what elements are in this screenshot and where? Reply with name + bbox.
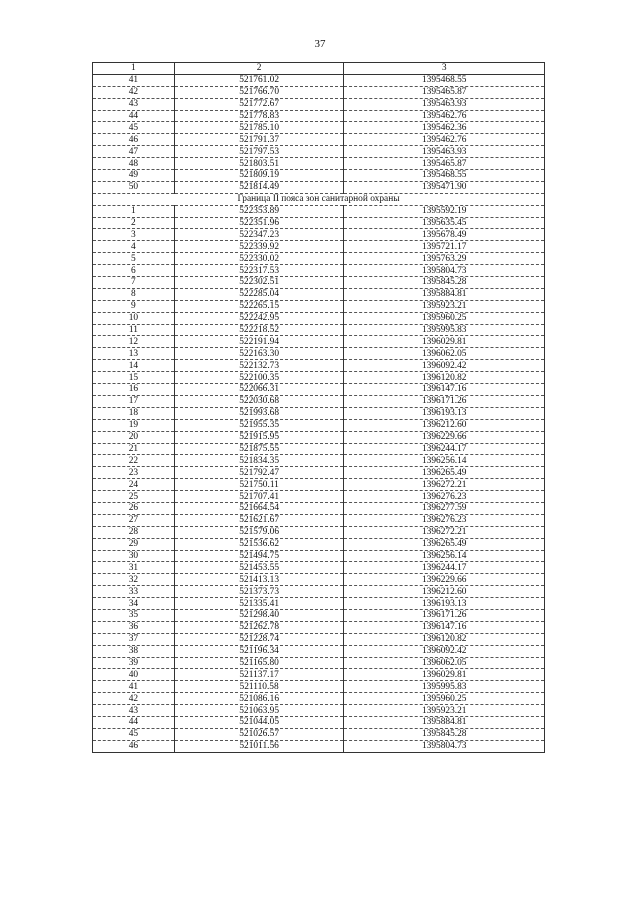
x-coordinate-cell: 521262.78 bbox=[174, 621, 344, 633]
x-coordinate-cell: 521110.58 bbox=[174, 681, 344, 693]
table-row bbox=[93, 705, 545, 717]
point-number-cell: 12 bbox=[93, 336, 175, 348]
y-coordinate-cell: 1395592.19 bbox=[344, 205, 545, 217]
x-coordinate-cell: 521536.62 bbox=[174, 538, 344, 550]
y-coordinate-cell: 1396212.60 bbox=[344, 586, 545, 598]
table-row bbox=[93, 265, 545, 277]
point-number-cell: 29 bbox=[93, 538, 175, 550]
x-coordinate-cell: 521809.19 bbox=[174, 170, 344, 182]
point-number-cell: 6 bbox=[93, 265, 175, 277]
y-coordinate-cell: 1395804.73 bbox=[344, 265, 545, 277]
y-coordinate-cell: 1396229.66 bbox=[344, 574, 545, 586]
coordinates-table bbox=[92, 62, 545, 753]
x-coordinate-cell: 521792.47 bbox=[174, 467, 344, 479]
table-row bbox=[93, 681, 545, 693]
table-row bbox=[93, 110, 545, 122]
x-coordinate-cell: 522100.35 bbox=[174, 372, 344, 384]
x-coordinate-cell: 521453.55 bbox=[174, 562, 344, 574]
table-row bbox=[93, 277, 545, 289]
table-row bbox=[93, 253, 545, 265]
point-number-cell: 26 bbox=[93, 502, 175, 514]
point-number-cell: 43 bbox=[93, 705, 175, 717]
table-row bbox=[93, 598, 545, 610]
x-coordinate-cell: 522218.52 bbox=[174, 324, 344, 336]
x-coordinate-cell: 521834.35 bbox=[174, 455, 344, 467]
y-coordinate-cell: 1395995.83 bbox=[344, 681, 545, 693]
x-coordinate-cell: 522066.31 bbox=[174, 384, 344, 396]
point-number-cell: 31 bbox=[93, 562, 175, 574]
x-coordinate-cell: 522339.92 bbox=[174, 241, 344, 253]
section-title-row bbox=[93, 193, 545, 205]
point-number-cell: 14 bbox=[93, 360, 175, 372]
point-number-cell: 7 bbox=[93, 277, 175, 289]
y-coordinate-cell: 1395678.49 bbox=[344, 229, 545, 241]
page-number: 37 bbox=[314, 38, 326, 50]
point-number-cell: 46 bbox=[93, 740, 175, 752]
section-title: Граница II пояса зон санитарной охраны bbox=[93, 193, 545, 205]
y-coordinate-cell: 1396171.26 bbox=[344, 609, 545, 621]
table-row bbox=[93, 205, 545, 217]
y-coordinate-cell: 1395960.25 bbox=[344, 693, 545, 705]
point-number-cell: 24 bbox=[93, 479, 175, 491]
point-number-cell: 1 bbox=[93, 205, 175, 217]
x-coordinate-cell: 521915.95 bbox=[174, 431, 344, 443]
y-coordinate-cell: 1396193.13 bbox=[344, 407, 545, 419]
table-row bbox=[93, 372, 545, 384]
table-row bbox=[93, 122, 545, 134]
y-coordinate-cell: 1396229.66 bbox=[344, 431, 545, 443]
table-row bbox=[93, 479, 545, 491]
table-row bbox=[93, 395, 545, 407]
point-number-cell: 15 bbox=[93, 372, 175, 384]
table-row bbox=[93, 562, 545, 574]
table-row bbox=[93, 158, 545, 170]
y-coordinate-cell: 1395471.90 bbox=[344, 181, 545, 193]
table-row bbox=[93, 443, 545, 455]
y-coordinate-cell: 1396092.42 bbox=[344, 360, 545, 372]
table-row bbox=[93, 384, 545, 396]
point-number-cell: 40 bbox=[93, 669, 175, 681]
y-coordinate-cell: 1395721.17 bbox=[344, 241, 545, 253]
y-coordinate-cell: 1396062.05 bbox=[344, 657, 545, 669]
point-number-cell: 45 bbox=[93, 122, 175, 134]
table-row bbox=[93, 74, 545, 86]
x-coordinate-cell: 521778.83 bbox=[174, 110, 344, 122]
y-coordinate-cell: 1395462.76 bbox=[344, 110, 545, 122]
x-coordinate-cell: 522163.30 bbox=[174, 348, 344, 360]
x-coordinate-cell: 521993.68 bbox=[174, 407, 344, 419]
table-row bbox=[93, 229, 545, 241]
x-coordinate-cell: 522285.04 bbox=[174, 288, 344, 300]
table-row bbox=[93, 716, 545, 728]
point-number-cell: 48 bbox=[93, 158, 175, 170]
point-number-cell: 18 bbox=[93, 407, 175, 419]
table-row bbox=[93, 657, 545, 669]
table-row bbox=[93, 360, 545, 372]
y-coordinate-cell: 1395465.87 bbox=[344, 158, 545, 170]
table-row bbox=[93, 336, 545, 348]
table-row bbox=[93, 645, 545, 657]
x-coordinate-cell: 521298.40 bbox=[174, 609, 344, 621]
table-row bbox=[93, 621, 545, 633]
y-coordinate-cell: 1396277.59 bbox=[344, 502, 545, 514]
x-coordinate-cell: 522302.51 bbox=[174, 277, 344, 289]
y-coordinate-cell: 1396029.81 bbox=[344, 336, 545, 348]
point-number-cell: 39 bbox=[93, 657, 175, 669]
table-row bbox=[93, 526, 545, 538]
x-coordinate-cell: 521761.02 bbox=[174, 74, 344, 86]
x-coordinate-cell: 522191.94 bbox=[174, 336, 344, 348]
point-number-cell: 36 bbox=[93, 621, 175, 633]
point-number-cell: 42 bbox=[93, 693, 175, 705]
point-number-cell: 34 bbox=[93, 598, 175, 610]
table-row bbox=[93, 170, 545, 182]
point-number-cell: 21 bbox=[93, 443, 175, 455]
y-coordinate-cell: 1395463.93 bbox=[344, 98, 545, 110]
x-coordinate-cell: 521413.13 bbox=[174, 574, 344, 586]
point-number-cell: 1 bbox=[93, 63, 175, 75]
x-coordinate-cell: 521766.70 bbox=[174, 86, 344, 98]
x-coordinate-cell: 521373.73 bbox=[174, 586, 344, 598]
x-coordinate-cell: 521063.95 bbox=[174, 705, 344, 717]
y-coordinate-cell: 1395884.81 bbox=[344, 716, 545, 728]
x-coordinate-cell: 521044.05 bbox=[174, 716, 344, 728]
table-row bbox=[93, 467, 545, 479]
y-coordinate-cell: 1396256.14 bbox=[344, 550, 545, 562]
table-row bbox=[93, 586, 545, 598]
point-number-cell: 11 bbox=[93, 324, 175, 336]
x-coordinate-cell: 521664.54 bbox=[174, 502, 344, 514]
table-row bbox=[93, 217, 545, 229]
y-coordinate-cell: 1396212.60 bbox=[344, 419, 545, 431]
x-coordinate-cell: 521785.10 bbox=[174, 122, 344, 134]
x-coordinate-cell: 522030.68 bbox=[174, 395, 344, 407]
table-row bbox=[93, 407, 545, 419]
table-row bbox=[93, 574, 545, 586]
y-coordinate-cell: 1395468.55 bbox=[344, 170, 545, 182]
point-number-cell: 17 bbox=[93, 395, 175, 407]
x-coordinate-cell: 521011.56 bbox=[174, 740, 344, 752]
x-coordinate-cell: 521791.37 bbox=[174, 134, 344, 146]
table-row bbox=[93, 86, 545, 98]
table-row bbox=[93, 550, 545, 562]
point-number-cell: 5 bbox=[93, 253, 175, 265]
y-coordinate-cell: 1395462.76 bbox=[344, 134, 545, 146]
y-coordinate-cell: 1396256.14 bbox=[344, 455, 545, 467]
x-coordinate-cell: 521335.41 bbox=[174, 598, 344, 610]
table-row bbox=[93, 431, 545, 443]
x-coordinate-cell: 521196.34 bbox=[174, 645, 344, 657]
table-row bbox=[93, 146, 545, 158]
table-row bbox=[93, 728, 545, 740]
x-coordinate-cell: 521228.74 bbox=[174, 633, 344, 645]
x-coordinate-cell: 521494.75 bbox=[174, 550, 344, 562]
point-number-cell: 33 bbox=[93, 586, 175, 598]
x-coordinate-cell: 521955.35 bbox=[174, 419, 344, 431]
y-coordinate-cell: 1396147.16 bbox=[344, 621, 545, 633]
y-coordinate-cell: 1396244.17 bbox=[344, 562, 545, 574]
x-coordinate-cell: 522353.89 bbox=[174, 205, 344, 217]
y-coordinate-cell: 1395960.25 bbox=[344, 312, 545, 324]
table-row bbox=[93, 538, 545, 550]
x-coordinate-cell: 521026.57 bbox=[174, 728, 344, 740]
table-row bbox=[93, 455, 545, 467]
y-coordinate-cell: 1395995.83 bbox=[344, 324, 545, 336]
x-coordinate-cell: 522242.95 bbox=[174, 312, 344, 324]
y-coordinate-cell: 3 bbox=[344, 63, 545, 75]
x-coordinate-cell: 521086.16 bbox=[174, 693, 344, 705]
y-coordinate-cell: 1396265.49 bbox=[344, 467, 545, 479]
point-number-cell: 13 bbox=[93, 348, 175, 360]
y-coordinate-cell: 1395763.29 bbox=[344, 253, 545, 265]
y-coordinate-cell: 1395463.93 bbox=[344, 146, 545, 158]
point-number-cell: 41 bbox=[93, 681, 175, 693]
table-row bbox=[93, 740, 545, 752]
point-number-cell: 4 bbox=[93, 241, 175, 253]
point-number-cell: 46 bbox=[93, 134, 175, 146]
y-coordinate-cell: 1395845.28 bbox=[344, 728, 545, 740]
y-coordinate-cell: 1396276.23 bbox=[344, 491, 545, 503]
point-number-cell: 9 bbox=[93, 300, 175, 312]
x-coordinate-cell: 521621.67 bbox=[174, 514, 344, 526]
point-number-cell: 50 bbox=[93, 181, 175, 193]
table-row bbox=[93, 419, 545, 431]
y-coordinate-cell: 1396029.81 bbox=[344, 669, 545, 681]
x-coordinate-cell: 521814.49 bbox=[174, 181, 344, 193]
table-row bbox=[93, 693, 545, 705]
point-number-cell: 45 bbox=[93, 728, 175, 740]
y-coordinate-cell: 1395635.45 bbox=[344, 217, 545, 229]
point-number-cell: 2 bbox=[93, 217, 175, 229]
point-number-cell: 22 bbox=[93, 455, 175, 467]
x-coordinate-cell: 521797.53 bbox=[174, 146, 344, 158]
x-coordinate-cell: 522351.96 bbox=[174, 217, 344, 229]
point-number-cell: 10 bbox=[93, 312, 175, 324]
table-row bbox=[93, 300, 545, 312]
y-coordinate-cell: 1395462.36 bbox=[344, 122, 545, 134]
point-number-cell: 27 bbox=[93, 514, 175, 526]
point-number-cell: 20 bbox=[93, 431, 175, 443]
x-coordinate-cell: 521750.11 bbox=[174, 479, 344, 491]
table-row bbox=[93, 514, 545, 526]
point-number-cell: 19 bbox=[93, 419, 175, 431]
table-row bbox=[93, 288, 545, 300]
point-number-cell: 16 bbox=[93, 384, 175, 396]
point-number-cell: 25 bbox=[93, 491, 175, 503]
table-row bbox=[93, 241, 545, 253]
point-number-cell: 3 bbox=[93, 229, 175, 241]
y-coordinate-cell: 1396193.13 bbox=[344, 598, 545, 610]
point-number-cell: 28 bbox=[93, 526, 175, 538]
x-coordinate-cell: 522317.53 bbox=[174, 265, 344, 277]
point-number-cell: 49 bbox=[93, 170, 175, 182]
table-header-row bbox=[93, 63, 545, 75]
point-number-cell: 37 bbox=[93, 633, 175, 645]
table-row bbox=[93, 502, 545, 514]
y-coordinate-cell: 1395923.21 bbox=[344, 300, 545, 312]
y-coordinate-cell: 1396272.21 bbox=[344, 479, 545, 491]
x-coordinate-cell: 522265.15 bbox=[174, 300, 344, 312]
x-coordinate-cell: 2 bbox=[174, 63, 344, 75]
x-coordinate-cell: 521875.55 bbox=[174, 443, 344, 455]
y-coordinate-cell: 1396147.16 bbox=[344, 384, 545, 396]
point-number-cell: 42 bbox=[93, 86, 175, 98]
y-coordinate-cell: 1396092.42 bbox=[344, 645, 545, 657]
y-coordinate-cell: 1396120.82 bbox=[344, 372, 545, 384]
point-number-cell: 38 bbox=[93, 645, 175, 657]
x-coordinate-cell: 521707.41 bbox=[174, 491, 344, 503]
point-number-cell: 30 bbox=[93, 550, 175, 562]
point-number-cell: 32 bbox=[93, 574, 175, 586]
y-coordinate-cell: 1396276.23 bbox=[344, 514, 545, 526]
table-row bbox=[93, 181, 545, 193]
y-coordinate-cell: 1395465.87 bbox=[344, 86, 545, 98]
point-number-cell: 41 bbox=[93, 74, 175, 86]
table-row bbox=[93, 324, 545, 336]
y-coordinate-cell: 1395845.28 bbox=[344, 277, 545, 289]
x-coordinate-cell: 522347.23 bbox=[174, 229, 344, 241]
y-coordinate-cell: 1396244.17 bbox=[344, 443, 545, 455]
y-coordinate-cell: 1395468.55 bbox=[344, 74, 545, 86]
x-coordinate-cell: 521772.67 bbox=[174, 98, 344, 110]
point-number-cell: 8 bbox=[93, 288, 175, 300]
point-number-cell: 23 bbox=[93, 467, 175, 479]
y-coordinate-cell: 1396062.05 bbox=[344, 348, 545, 360]
table-row bbox=[93, 134, 545, 146]
point-number-cell: 35 bbox=[93, 609, 175, 621]
table-row bbox=[93, 348, 545, 360]
y-coordinate-cell: 1395804.73 bbox=[344, 740, 545, 752]
x-coordinate-cell: 521803.51 bbox=[174, 158, 344, 170]
point-number-cell: 44 bbox=[93, 110, 175, 122]
y-coordinate-cell: 1396171.26 bbox=[344, 395, 545, 407]
y-coordinate-cell: 1396272.21 bbox=[344, 526, 545, 538]
x-coordinate-cell: 522132.73 bbox=[174, 360, 344, 372]
table-row bbox=[93, 98, 545, 110]
x-coordinate-cell: 521137.17 bbox=[174, 669, 344, 681]
y-coordinate-cell: 1396265.49 bbox=[344, 538, 545, 550]
x-coordinate-cell: 521165.80 bbox=[174, 657, 344, 669]
x-coordinate-cell: 522330.02 bbox=[174, 253, 344, 265]
point-number-cell: 43 bbox=[93, 98, 175, 110]
table-row bbox=[93, 669, 545, 681]
point-number-cell: 47 bbox=[93, 146, 175, 158]
y-coordinate-cell: 1395923.21 bbox=[344, 705, 545, 717]
table-row bbox=[93, 609, 545, 621]
y-coordinate-cell: 1396120.82 bbox=[344, 633, 545, 645]
y-coordinate-cell: 1395884.81 bbox=[344, 288, 545, 300]
table-row bbox=[93, 491, 545, 503]
table-row bbox=[93, 633, 545, 645]
point-number-cell: 44 bbox=[93, 716, 175, 728]
table-row bbox=[93, 312, 545, 324]
x-coordinate-cell: 521579.06 bbox=[174, 526, 344, 538]
